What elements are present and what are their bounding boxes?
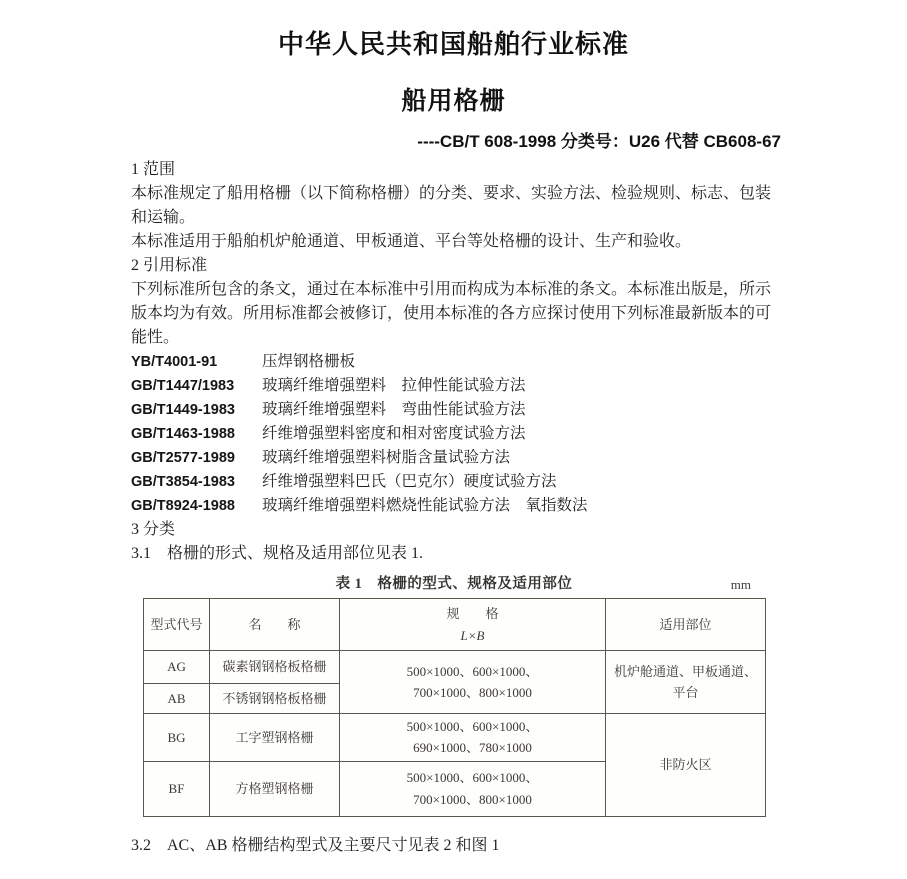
cell-bf-spec-line1: 500×1000、600×1000、 xyxy=(406,770,539,786)
table-row xyxy=(144,651,766,684)
standard-code: GB/T1447/1983 xyxy=(131,378,235,394)
header-spec xyxy=(340,599,606,651)
doc-subtitle: 船用格栅 xyxy=(401,87,506,115)
cell-bf-spec-line2: 700×1000、800×1000 xyxy=(413,791,532,807)
cell-ag-name: 碳素钢钢格板格栅 xyxy=(210,651,340,684)
header-spec-label: 规 格 xyxy=(446,606,499,622)
standard-code: GB/T1463-1988 xyxy=(131,426,235,442)
table-1-block xyxy=(143,572,765,817)
cell-bg-spec xyxy=(340,714,606,762)
referenced-standards-list xyxy=(131,350,781,518)
header-type-code: 型式代号 xyxy=(144,599,210,651)
standard-name: 纤维增强塑料巴氏（巴克尔）硬度试验方法 xyxy=(262,473,557,490)
cell-bf-name: 方格塑钢格栅 xyxy=(210,761,340,816)
cell-ag-code: AG xyxy=(144,651,210,684)
clause-3-1: 3.1 格栅的形式、规格及适用部位见表 1. xyxy=(131,545,424,562)
cell-bg-spec-line1: 500×1000、600×1000、 xyxy=(406,719,539,734)
table-1-caption: 表 1 格栅的型式、规格及适用部位 xyxy=(335,576,573,592)
cell-a-usage: 机炉舱通道、甲板通道、平台 xyxy=(606,651,766,714)
cell-bf-spec xyxy=(340,761,606,816)
standard-name: 纤维增强塑料密度和相对密度试验方法 xyxy=(262,425,526,442)
standard-item xyxy=(131,494,781,518)
standard-name: 压焊钢格栅板 xyxy=(262,353,356,370)
cell-bg-spec-line2: 690×1000、780×1000 xyxy=(413,740,532,756)
standard-name: 玻璃纤维增强塑料燃烧性能试验方法 氧指数法 xyxy=(262,497,588,514)
cell-bg-name: 工字塑钢格栅 xyxy=(210,714,340,762)
cell-ab-name: 不锈钢钢格板格栅 xyxy=(210,684,340,714)
cell-a-spec-line2: 700×1000、800×1000 xyxy=(413,685,532,700)
standard-name: 玻璃纤维增强塑料树脂含量试验方法 xyxy=(262,449,511,466)
doc-designation: ----CB/T 608-1998 分类号：U26 代替 CB608-67 xyxy=(417,132,781,151)
table-1-caption-row xyxy=(143,572,765,593)
document-page xyxy=(0,24,907,879)
standard-item xyxy=(131,470,781,494)
standard-item xyxy=(131,350,781,374)
standard-code: GB/T1449-1983 xyxy=(131,402,235,418)
header-spec-lxb: L×B xyxy=(460,627,485,643)
standard-code: GB/T8924-1988 xyxy=(131,498,235,514)
standard-item xyxy=(131,398,781,422)
cell-a-spec xyxy=(340,651,606,714)
standard-name: 玻璃纤维增强塑料 拉伸性能试验方法 xyxy=(262,377,526,394)
section-1-paragraph-1: 本标准规定了船用格栅（以下简称格栅）的分类、要求、实验方法、检验规则、标志、包装和运输。 xyxy=(131,185,772,226)
section-1-paragraph-2: 本标准适用于船舶机炉舱通道、甲板通道、平台等处格栅的设计、生产和验收。 xyxy=(131,233,692,250)
table-1 xyxy=(143,598,766,817)
cell-a-spec-line1: 500×1000、600×1000、 xyxy=(406,663,539,679)
standard-name: 玻璃纤维增强塑料 弯曲性能试验方法 xyxy=(262,401,526,418)
cell-bf-code: BF xyxy=(144,761,210,816)
cell-b-usage: 非防火区 xyxy=(606,714,766,817)
section-2-paragraph-1: 下列标准所包含的条文，通过在本标准中引用而构成为本标准的条文。本标准出版是，所示版本均为有效。所用标准都会被修订，使用本标准的各方应探讨使用下列标准最新版本的可能性。 xyxy=(131,281,772,346)
section-1-heading: 1 范围 xyxy=(131,161,176,178)
table-1-unit: mm xyxy=(730,577,751,592)
standard-item xyxy=(131,422,781,446)
doc-body xyxy=(131,158,781,858)
cell-bg-code: BG xyxy=(144,714,210,762)
standard-code: YB/T4001-91 xyxy=(131,354,218,370)
standard-code: GB/T2577-1989 xyxy=(131,450,235,466)
standard-code: GB/T3854-1983 xyxy=(131,474,235,490)
standard-item xyxy=(131,374,781,398)
table-row xyxy=(144,714,766,762)
header-name: 名 称 xyxy=(210,599,340,651)
table-header-row xyxy=(144,599,766,651)
cell-ab-code: AB xyxy=(144,684,210,714)
doc-title: 中华人民共和国船舶行业标准 xyxy=(277,29,629,59)
section-2-heading: 2 引用标准 xyxy=(131,257,208,274)
section-3-heading: 3 分类 xyxy=(131,521,176,538)
header-usage: 适用部位 xyxy=(606,599,766,651)
standard-item xyxy=(131,446,781,470)
clause-3-2: 3.2 AC、AB 格栅结构型式及主要尺寸见表 2 和图 1 xyxy=(131,836,500,854)
